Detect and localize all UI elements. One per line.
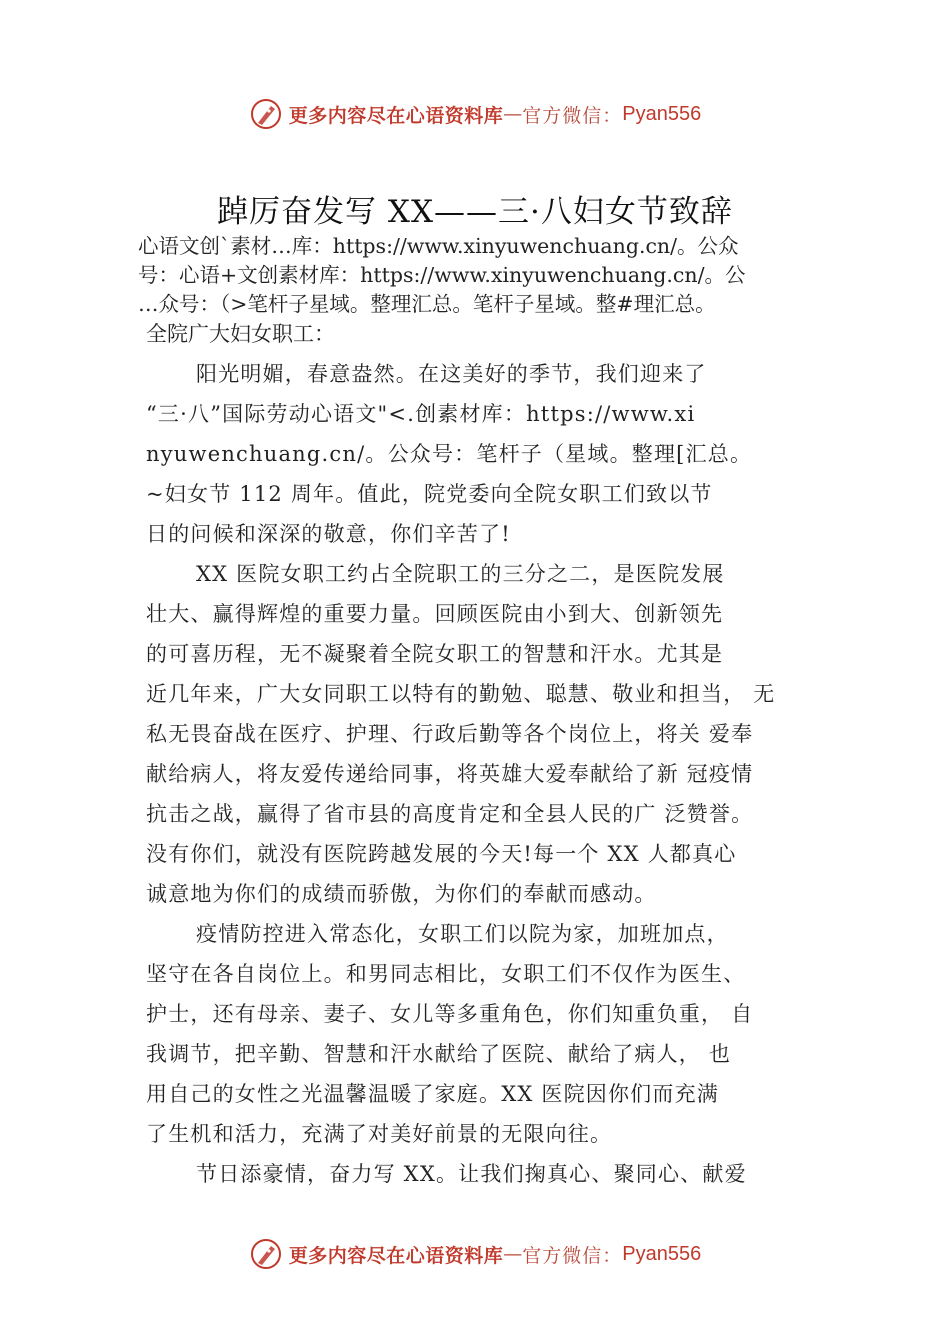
body-text <box>146 354 826 1194</box>
text-line: 诚意地为你们的成绩而骄傲，为你们的奉献而感动。 <box>146 882 657 906</box>
pen-nib-logo-icon <box>249 1237 283 1271</box>
text-line: 献给病人，将友爱传递给同事，将英雄大爱奉献给了新 冠疫情 <box>146 762 754 786</box>
text-line: “三·八”国际劳动心语文"<.创素材库：https://www.xi <box>146 402 696 426</box>
text-line: 节日添豪情，奋力写 XX。让我们掬真心、聚同心、献爱 <box>196 1162 747 1186</box>
text-line: 了生机和活力，充满了对美好前景的无限向往。 <box>146 1122 613 1146</box>
text-line: XX 医院女职工约占全院职工的三分之二，是医院发展 <box>196 562 725 586</box>
text-line: 的可喜历程，无不凝聚着全院女职工的智慧和汗水。尤其是 <box>146 642 724 666</box>
text-line: nyuwenchuang.cn/。公众号：笔杆子（星域。整理[汇总。 <box>146 442 753 466</box>
text-line: ~妇女节 112 周年。值此，院党委向全院女职工们致以节 <box>146 482 713 506</box>
text-line: 坚守在各自岗位上。和男同志相比，女职工们不仅作为医生、 <box>146 962 746 986</box>
banner-wechat-label: 官方微信： <box>522 104 623 127</box>
text-line: 日的问候和深深的敬意，你们辛苦了! <box>146 522 511 546</box>
banner-wechat-id: Pyan556 <box>622 1242 702 1265</box>
text-line: 疫情防控进入常态化，女职工们以院为家，加班加点， <box>196 922 729 946</box>
text-line: 抗击之战，赢得了省市县的高度肯定和全县人民的广 泛赞誉。 <box>146 802 754 826</box>
banner-brand: 更多内容尽在心语资料库 <box>288 104 504 127</box>
salutation: 全院广大妇女职工： <box>146 322 335 346</box>
pen-nib-logo-icon <box>249 97 283 131</box>
text-line: 近几年来，广大女同职工以特有的勤勉、聪慧、敬业和担当， 无 <box>146 682 776 706</box>
banner-wechat-label: 官方微信： <box>522 1244 623 1267</box>
banner-brand: 更多内容尽在心语资料库 <box>288 1244 504 1267</box>
text-line: 私无畏奋战在医疗、护理、行政后勤等各个岗位上，将关 爱奉 <box>146 722 754 746</box>
source-line: 心语文创`素材…库：https://www.xinyuwenchuang.cn/。公众 <box>138 234 739 258</box>
text-line: 壮大、赢得辉煌的重要力量。回顾医院由小到大、创新领先 <box>146 602 724 626</box>
banner-separator: — <box>503 1243 523 1265</box>
text-line: 用自己的女性之光温馨温暖了家庭。XX 医院因你们而充满 <box>146 1082 719 1106</box>
banner-wechat-id: Pyan556 <box>622 102 702 125</box>
text-line: 我调节，把辛勤、智慧和汗水献给了医院、献给了病人， 也 <box>146 1042 732 1066</box>
footer-banner <box>0 1234 950 1274</box>
text-line: 阳光明媚，春意盎然。在这美好的季节，我们迎来了 <box>196 362 707 386</box>
source-line: 号：心语+文创素材库：https://www.xinyuwenchuang.cn/。公 <box>138 263 746 287</box>
header-banner <box>0 94 950 134</box>
text-line: 没有你们，就没有医院跨越发展的今天!每一个 XX 人都真心 <box>146 842 737 866</box>
banner-separator: — <box>503 103 523 125</box>
source-line: …众号：（>笔杆子星域。整理汇总。笔杆子星域。整#理汇总。 <box>138 292 716 316</box>
text-line: 护士，还有母亲、妻子、女儿等多重角色，你们知重负重， 自 <box>146 1002 754 1026</box>
document-title: 踔厉奋发写 XX——三·八妇女节致辞 <box>217 194 733 230</box>
